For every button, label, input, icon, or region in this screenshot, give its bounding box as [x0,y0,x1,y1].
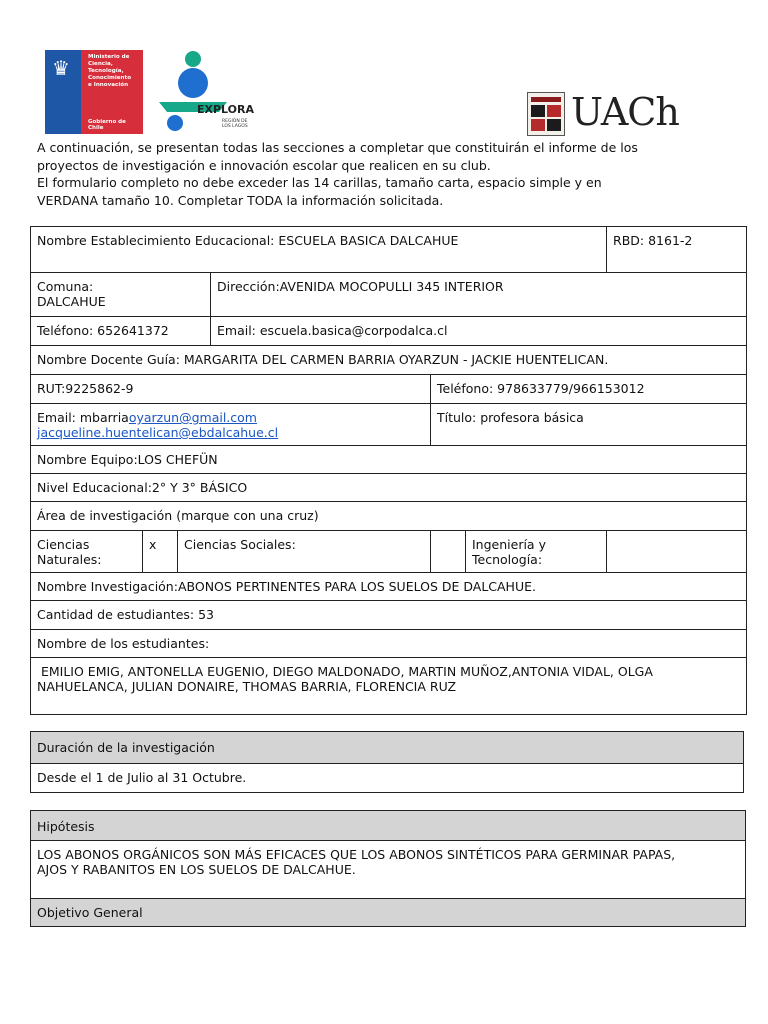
area-naturales-cell: Ciencias Naturales: [31,531,143,573]
hipotesis-value: LOS ABONOS ORGÁNICOS SON MÁS EFICACES QUE LOS ABONOS SINTÉTICOS PARA GERMINAR PAPAS, AJOS Y RABANITOS EN LOS SUELOS DE DALCAHUE. [31,841,746,899]
hipotesis-label: Hipótesis [31,811,746,841]
uach-logo [527,90,679,136]
area-naturales-mark[interactable]: x [143,531,178,573]
telefono-cell: Teléfono: 652641372 [31,317,211,346]
email-cell: Email: escuela.basica@corpodalca.cl [211,317,747,346]
nivel-cell: Nivel Educacional:2° Y 3° BÁSICO [31,474,747,502]
explora-logo [157,50,257,136]
svg-text:REGIÓN DE: REGIÓN DE [222,119,248,124]
area-sociales-mark[interactable] [431,531,466,573]
docente-cell: Nombre Docente Guía: MARGARITA DEL CARMEN BARRIA OYARZUN - JACKIE HUENTELICAN. [31,346,747,375]
estudiantes-label-cell: Nombre de los estudiantes: [31,630,747,658]
titulo-cell: Título: profesora básica [431,404,747,446]
duracion-label: Duración de la investigación [31,732,744,764]
email-link-2[interactable]: jacqueline.huentelican@ebdalcahue.cl [37,425,279,440]
project-form-table [30,226,747,715]
cantidad-cell: Cantidad de estudiantes: 53 [31,601,747,630]
equipo-cell: Nombre Equipo:LOS CHEFÜN [31,446,747,474]
rbd-cell: RBD: 8161-2 [607,227,747,273]
email-docente-cell: Email: mbarriaoyarzun@gmail.com jacqueline.huentelican@ebdalcahue.cl [31,404,431,446]
estudiantes-cell: EMILIO EMIG, ANTONELLA EUGENIO, DIEGO MALDONADO, MARTIN MUÑOZ,ANTONIA VIDAL, OLGA NAHUELANCA, JULIAN DONAIRE, THOMAS BARRIA, FLORENCIA RUZ [31,658,747,715]
hipotesis-table [30,810,746,927]
area-label-cell: Área de investigación (marque con una cruz) [31,502,747,531]
duracion-value: Desde el 1 de Julio al 31 Octubre. [31,764,744,793]
uach-crest-icon [527,92,565,136]
svg-text:EXPLORA: EXPLORA [197,103,255,116]
ministerio-logo: ♛ Ministerio de Ciencia, Tecnología, Conocimiento e Innovación Gobierno de Chile [45,50,143,134]
gobierno-label: Gobierno de Chile [88,119,126,131]
direccion-cell: Dirección:AVENIDA MOCOPULLI 345 INTERIOR [211,273,747,317]
email-link-1[interactable]: oyarzun@gmail.com [128,410,257,425]
area-ingenieria-cell: Ingeniería y Tecnología: [466,531,607,573]
chile-coat-of-arms-icon: ♛ [52,56,70,80]
establecimiento-cell: Nombre Establecimiento Educacional: ESCUELA BASICA DALCAHUE [31,227,607,273]
area-ingenieria-mark[interactable] [607,531,747,573]
intro-text: A continuación, se presentan todas las secciones a completar que constituirán el informe de los proyectos de investigación e innovación escolar que realicen en su club. El formulario completo no debe exceder las 14 carillas, tamaño carta, espacio simple y en VERDANA tamaño 10. Completar TODA la información solicitada. [37,140,638,208]
area-sociales-cell: Ciencias Sociales: [178,531,431,573]
comuna-cell: Comuna: DALCAHUE [31,273,211,317]
svg-text:LOS LAGOS: LOS LAGOS [222,124,248,129]
uach-wordmark: UACh [571,90,679,134]
duracion-table [30,731,744,793]
objetivo-label: Objetivo General [31,899,746,927]
rut-cell: RUT:9225862-9 [31,375,431,404]
investigacion-cell: Nombre Investigación:ABONOS PERTINENTES PARA LOS SUELOS DE DALCAHUE. [31,573,747,601]
telefono-docente-cell: Teléfono: 978633779/966153012 [431,375,747,404]
